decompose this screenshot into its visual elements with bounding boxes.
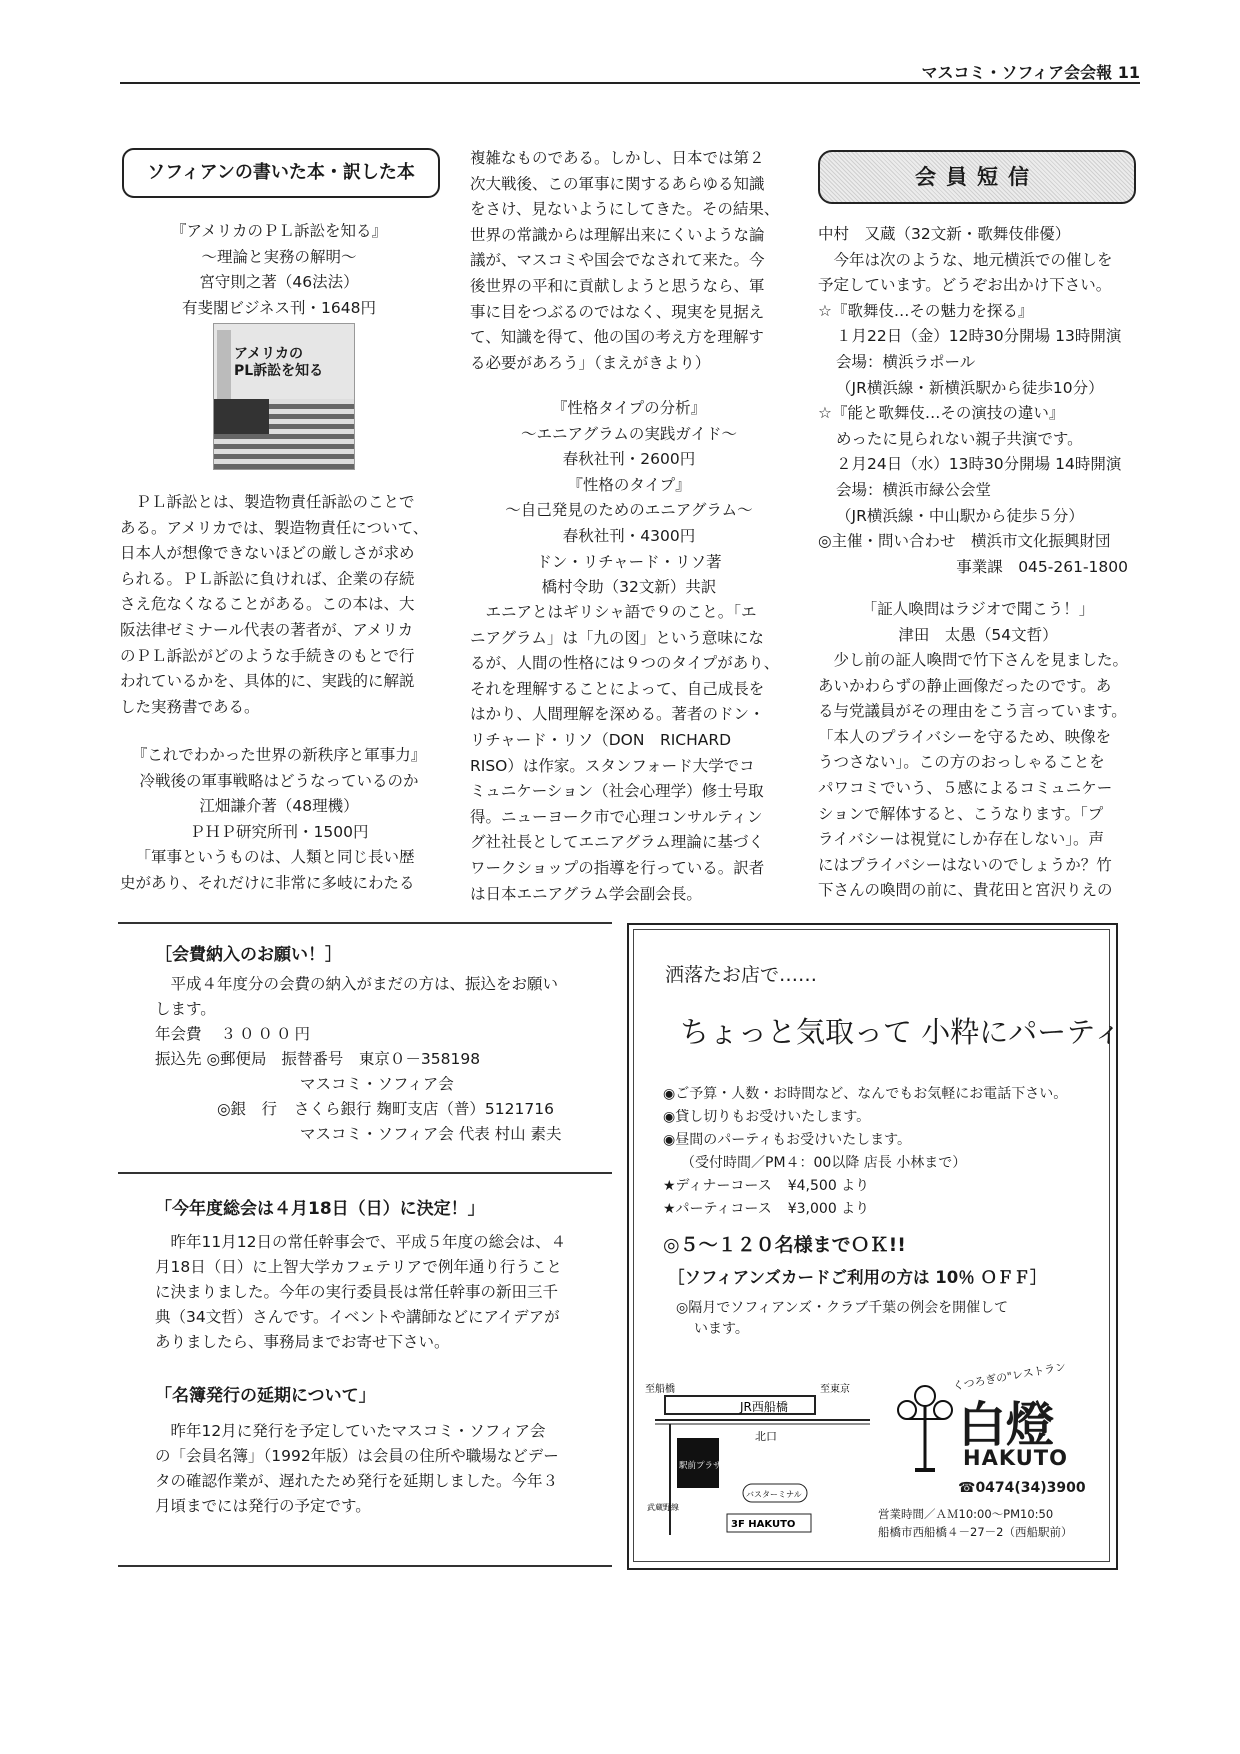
map-bus-label: バスターミナル — [746, 1490, 802, 1499]
directory-section: 「名簿発行の延期について」 昨年12月に発行を予定していたマスコミ・ソフィア会 の「会員名簿」（1992年版）は会員の住所や職場などデー タの確認作業が、遅れたため発行を延期しました。今年３ 月頃までには発行の予定です。 — [155, 1384, 605, 1519]
news1-author: 中村 又蔵（32文新・歌舞伎俳優） — [818, 225, 1071, 243]
book2-title: 『これでわかった世界の新秩序と軍事力』 — [131, 746, 427, 764]
news-section-title: 会員短信 — [818, 150, 1136, 204]
fee-title: ［会費納入のお願い！］ — [155, 945, 342, 965]
book3-title1: 『性格タイプの分析』 — [551, 399, 707, 417]
ad-course2-price: ¥3,000 より — [787, 1201, 870, 1217]
book3-publisher1: 春秋社刊・2600円 — [562, 450, 696, 469]
book1-info — [120, 219, 438, 321]
ad-headline: ちょっと気取って 小粋にパーティ — [680, 1015, 1122, 1049]
logo-tagline: くつろぎの"レストラン — [951, 1360, 1068, 1393]
book2-subtitle: 冷戦後の軍事戦略はどうなっているのか — [139, 771, 419, 790]
book3-translator: 橋村令助（32文新）共訳 — [541, 578, 717, 597]
map-to-funabashi: 至船橋 — [645, 1384, 675, 1395]
news-item-nakamura: 中村 又蔵（32文新・歌舞伎俳優） 今年は次のような、地元横浜での催しを 予定しています。どうぞお出かけ下さい。 ☆『歌舞伎…その魅力を探る』 １月22日（金）12時30分開場 13時開演 会場：横浜ラポール （JR横浜線・新横浜駅から徒歩10分） ☆『能と歌舞伎…その演技の違い』 めったに見られない親子共演です。 ２月24日（水）13時30分開場 14時開演 会場：横浜市緑公会堂 （JR横浜線・中山駅から徒歩５分） ◎主催・問い合わせ 横浜市文化振興財団 事業課 045-261-1800 — [818, 222, 1138, 580]
logo-roman: HAKUTO — [963, 1446, 1068, 1470]
transfer-label: 振込先 — [155, 1050, 202, 1068]
news2-author: 津田 太愚（54文哲） — [898, 625, 1058, 644]
news-item2-header — [818, 597, 1138, 648]
book3-author: ドン・リチャード・リソ著 — [536, 552, 722, 571]
ad-course1-label: ★ディナーコース — [663, 1178, 772, 1194]
page-header: マスコミ・ソフィア会会報 11 — [921, 63, 1140, 82]
fee-value: ３０００円 — [220, 1025, 313, 1043]
ad-card-discount: ［ソフィアンズカードご利用の方は 10％ ＯＦＦ］ — [668, 1268, 1047, 1287]
book1-cover-spine — [217, 330, 231, 400]
book3-subtitle1: 〜エニアグラムの実践ガイド〜 — [521, 424, 737, 443]
book3-body: エニアとはギリシャ語で９のこと。「エ ニアグラム」は「九の図」という意味にな るが、人間の性格には９つのタイプがあり、 それを理解することによって、自己成長を はかり、人間理解を深める。著者のドン・ リチャード・リソ（DON RICHARD RISO）は作家。スタンフォード大学でコ ミュニケーション（社会心理学）修士号取 得。ニューヨーク市で心理コンサルティン グ社社長としてエニアグラム理論に基づく ワークショップの指導を行っている。訳者 は日本エニアグラム学会副会長。 — [470, 603, 780, 903]
map-musashino-label: 武蔵野線 — [647, 1503, 679, 1512]
logo-kanji: 白燈 — [958, 1397, 1055, 1453]
ad-address: 船橋市西船橋４－27－2（西船駅前） — [878, 1525, 1073, 1539]
ad-phone: ☎0474(34)3900 — [958, 1480, 1086, 1496]
news2-title: 「証人喚問はラジオで聞こう！」 — [861, 600, 1095, 618]
fee-top-rule — [118, 922, 612, 924]
book2-publisher: ＰＨＰ研究所刊・1500円 — [189, 822, 369, 841]
ad-capacity: ◎５〜１２０名様までＯＫ!! — [663, 1234, 906, 1256]
ad-intro: 洒落たお店で…… — [665, 964, 818, 986]
book1-subtitle: 〜理論と実務の解明〜 — [201, 247, 357, 266]
map-north-exit: 北口 — [755, 1430, 777, 1443]
bank-account: さくら銀行 麹町支店（普）5121716 — [293, 1100, 554, 1118]
map-hakuto-label: 3F HAKUTO — [731, 1519, 796, 1530]
ad-course1-price: ¥4,500 より — [787, 1178, 870, 1194]
books-section-title: ソフィアンの書いた本・訳した本 — [122, 148, 440, 198]
post-account: 振替番号 東京０－358198 — [281, 1050, 481, 1068]
map-plaza-label: 駅前プラザ — [679, 1461, 722, 1471]
book2-body-left: 「軍事というものは、人類と同じ長い歴 史があり、それだけに非常に多岐にわたる — [120, 848, 415, 892]
news-item2-body: 少し前の証人喚問で竹下さんを見ました。 あいかわらずの静止画像だったのです。あ る与党議員がその理由をこう言っています。 「本人のプライバシーを守るため、映像を うつさない」。この方のおっしゃることを パワコミでいう、５感によるコミュニケー ションで解体すると、こうなります。「プ ライバシーは視覚にしか存在しない」。声 にはプライバシーはないのでしょうか？竹 下さんの喚問の前に、貴花田と宮沢りえの — [818, 651, 1129, 900]
book3-info — [470, 396, 788, 601]
map-to-tokyo: 至東京 — [820, 1384, 850, 1395]
ad-hours: 営業時間／ＡＭ10:00〜PM10:50 — [878, 1507, 1054, 1521]
meeting-section: 「今年度総会は４月18日（日）に決定！」 昨年11月12日の常任幹事会で、平成５年度の総会は、４ 月18日（日）に上智大学カフェテリアで例年通り行うこと に決まりました。今年の実行委員長は常任幹事の新田三千 典（34文哲）さんです。イベントや講師などにアイデアが ありましたら、事務局までお寄せ下さい。 — [155, 1197, 605, 1355]
fee-label: 年会費 — [155, 1025, 202, 1043]
ad-bullets: ◉ご予算・人数・お時間など、なんでもお気軽にお電話下さい。 ◉貸し切りもお受けいたします。 ◉昼間のパーティもお受けいたします。 （受付時間／PM４：00以降 店長 小林まで） ★ディナーコース ¥4,500 より ★パーティコース ¥3,000 より — [663, 1086, 1068, 1217]
book3-title2: 『性格のタイプ』 — [567, 475, 691, 494]
ad-map — [645, 1380, 870, 1535]
fee-section: ［会費納入のお願い！］ 平成４年度分の会費の納入がまだの方は、振込をお願い します。 年会費 ３０００円 振込先 ◎郵便局 振替番号 東京０－358198 マスコミ・ソフィア会 ◎銀 行 さくら銀行 麹町支店（普）5121716 マスコミ・ソフィア会 代表 村山 素夫 — [155, 943, 605, 1147]
lamp-icon — [895, 1382, 955, 1472]
book2-author: 江畑謙介著（48理機） — [199, 797, 359, 816]
book1-author: 宮守則之著（46法法） — [199, 273, 359, 292]
book1-cover-flag — [214, 399, 269, 434]
meeting-title: 「今年度総会は４月18日（日）に決定！」 — [155, 1199, 485, 1219]
ad-club-note: ◎隔月でソフィアンズ・クラブ千葉の例会を開催して います。 — [676, 1300, 1009, 1337]
map-station-label: JR西船橋 — [740, 1400, 788, 1414]
book2-info — [120, 743, 438, 845]
book1-cover-title: アメリカの PL訴訟を知る — [234, 346, 324, 379]
book1-body: ＰＬ訴訟とは、製造物責任訴訟のことで ある。アメリカでは、製造物責任について、 日本人が想像できないほどの厳しさが求め られる。ＰＬ訴訟に負ければ、企業の存続 さえ危なくなることがある。この本は、大 阪法律ゼミナール代表の著者が、アメリカ のＰＬ訴訟がどのような手続きのもとで行 われているかを、具体的に、実践的に解説 した実務書である。 — [120, 493, 429, 716]
book1-cover-image — [213, 323, 355, 470]
bottom-rule — [118, 1565, 612, 1567]
directory-title: 「名簿発行の延期について」 — [155, 1386, 376, 1406]
book2-body-mid: 複雑なものである。しかし、日本では第２ 次大戦後、この軍事に関するあらゆる知識 をさけ、見ないようにしてきた。その結果、 世界の常識からは理解出来にくいような論 議が、マスコミや国会でなされて来た。今 後世界の平和に貢献しようと思うなら、軍 事に目をつぶるのではなく、現実を見据え て、知識を得て、他の国の考え方を理解す る必要があろう」（まえがきより） — [470, 149, 780, 372]
ad-course2-label: ★パーティコース — [663, 1201, 772, 1217]
book3-subtitle2: 〜自己発見のためのエニアグラム〜 — [505, 501, 753, 520]
header-rule — [120, 82, 1140, 84]
meeting-top-rule — [118, 1172, 612, 1174]
book1-publisher: 有斐閣ビジネス刊・1648円 — [182, 298, 376, 317]
book1-title: 『アメリカのＰＬ訴訟を知る』 — [171, 222, 387, 240]
book3-publisher2: 春秋社刊・4300円 — [562, 526, 696, 545]
